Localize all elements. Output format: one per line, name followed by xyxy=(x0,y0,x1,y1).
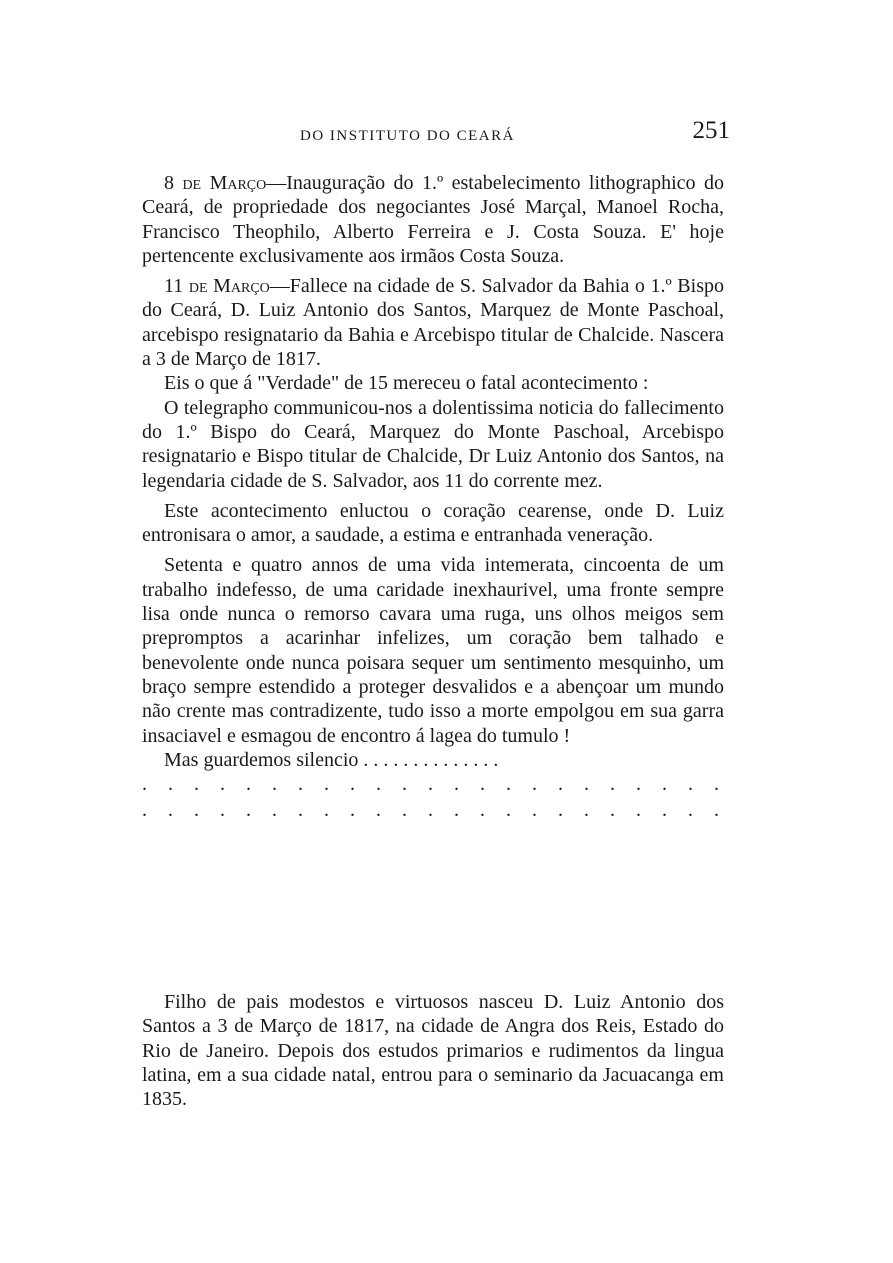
running-title: DO INSTITUTO DO CEARÁ xyxy=(300,128,515,144)
page-number: 251 xyxy=(692,117,730,144)
paragraph-march-11 xyxy=(142,274,724,371)
entry-date: 11 de Março xyxy=(164,275,270,298)
paragraph-silence: Mas guardemos silencio . . . . . . . . . . . . . . xyxy=(164,748,499,771)
silence-text: Mas guardemos silencio xyxy=(164,748,359,771)
paragraph-biography: Filho de pais modestos e virtuosos nasceu D. Luiz Antonio dos Santos a 3 de Março de 1817, na cidade de Angra dos Reis, Estado do Rio de Janeiro. Depois dos estudos primarios e rudimentos da lingua latina, em a sua cidade natal, entrou para o seminario da Jacuacanga em 1835. xyxy=(142,991,724,1111)
paragraph-intro-quote: Eis o que á "Verdade" de 15 mereceu o fatal acontecimento : xyxy=(164,372,649,395)
paragraph-mourning: Este acontecimento enluctou o coração cearense, onde D. Luiz entronisara o amor, a saudade, a estima e entranhada veneração. xyxy=(142,499,724,547)
paragraph-telegram: O telegrapho communicou-nos a dolentissima noticia do fallecimento do 1.º Bispo do Ceará, Marquez do Monte Paschoal, Arcebispo resignatario e Bispo titular de Chalcide, Dr Luiz Antonio dos Santos, na legendaria cidade de S. Salvador, aos 11 do corrente mez. xyxy=(142,396,724,492)
ellipsis-line xyxy=(142,798,724,824)
paragraph-eulogy: Setenta e quatro annos de uma vida intemerata, cincoenta de um trabalho indefesso, de uma caridade inexhaurivel, uma fronte sempre lisa onde nunca o remorso cavara uma ruga, uns olhos meigos sem prepromptos a acarinhar infelizes, um coração bem talhado e benevolente onde nunca poisara sequer um sentimento mesquinho, um braço sempre estendido a proteger desvalidos e a abençoar um mundo não crente mas contradizente, tudo isso a morte empolgou em sua garra insaciavel e esmagou de encontro á lagea do tumulo ! xyxy=(142,554,724,747)
entry-date: 8 de Março xyxy=(164,172,267,194)
biography-text xyxy=(142,990,724,1111)
ellipsis-line xyxy=(142,772,724,798)
paragraph-text: —Fallece na cidade de S. Salvador da Bahia o 1.º Bispo do Ceará, D. Luiz Antonio dos Santos, Marquez de Monte Paschoal, arcebispo resignatario da Bahia e Arcebispo titular de Chalcide. Nascera a 3 de Março de 1817. xyxy=(142,275,724,371)
paragraph-march-8 xyxy=(142,171,724,268)
body-text xyxy=(142,171,724,824)
paragraph-text: —Inauguração do 1.º estabelecimento lithographico do Ceará, de propriedade dos negociantes José Marçal, Manoel Rocha, Francisco Theophilo, Alberto Ferreira e J. Costa Souza. E' hoje pertencente exclusivamente aos irmãos Costa Souza. xyxy=(142,172,725,267)
